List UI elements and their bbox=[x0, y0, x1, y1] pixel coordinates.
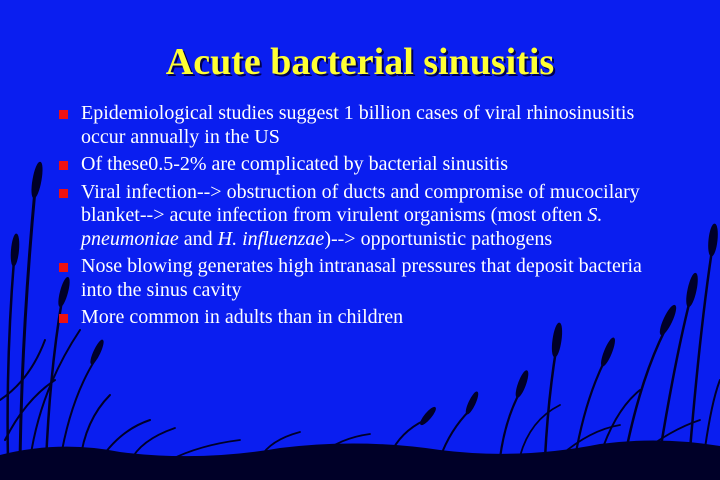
square-bullet-icon bbox=[59, 263, 68, 272]
square-bullet-icon bbox=[59, 110, 68, 119]
text-segment: More common in adults than in children bbox=[81, 306, 404, 328]
bullet-item bbox=[58, 153, 658, 177]
text-segment: )--> opportunistic pathogens bbox=[324, 227, 553, 250]
text-segment: Of these0.5-2% are complicated by bacterial sinusitis bbox=[81, 153, 509, 175]
bullet-list bbox=[58, 102, 658, 334]
bullet-text bbox=[81, 153, 508, 175]
bullet-text bbox=[81, 102, 634, 148]
bullet-text bbox=[81, 181, 640, 250]
square-bullet-icon bbox=[59, 314, 68, 323]
italic-term: H. influenzae bbox=[217, 227, 325, 250]
text-segment: Epidemiological studies suggest 1 billion cases of viral rhinosinusitis occur annually in the US bbox=[81, 102, 635, 148]
bullet-text bbox=[81, 306, 403, 328]
bullet-item bbox=[58, 102, 658, 149]
italic-term: S. pneumoniae bbox=[81, 204, 603, 250]
text-segment: Viral infection--> obstruction of ducts and compromise of mucocilary blanket--> acute infection from virulent organisms (most often bbox=[81, 180, 640, 226]
slide-title: Acute bacterial sinusitis bbox=[165, 41, 555, 83]
bullet-item bbox=[58, 306, 658, 330]
bullet-item bbox=[58, 255, 658, 302]
text-segment: Nose blowing generates high intranasal pressures that deposit bacteria into the sinus cavity bbox=[81, 255, 642, 301]
text-segment: and bbox=[178, 227, 218, 250]
bullet-item bbox=[58, 181, 658, 252]
bullet-text bbox=[81, 255, 642, 301]
square-bullet-icon bbox=[59, 161, 68, 170]
square-bullet-icon bbox=[59, 189, 68, 198]
